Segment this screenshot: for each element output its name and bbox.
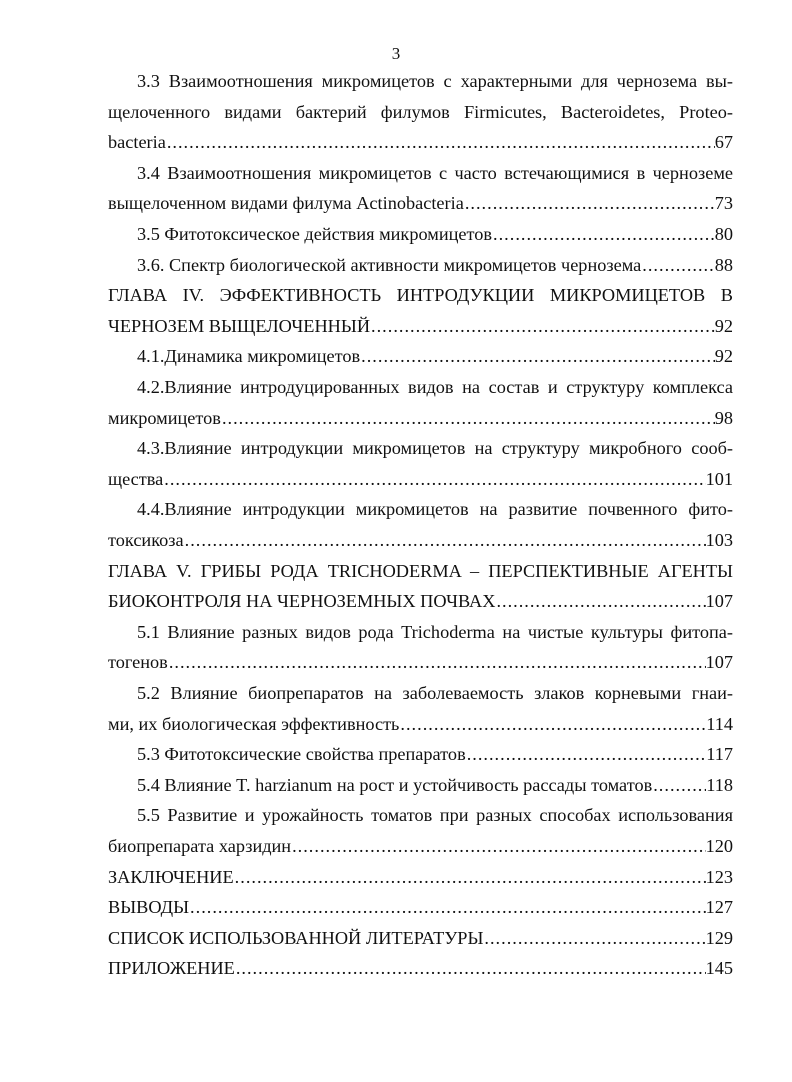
- dot-leader: [234, 865, 706, 889]
- toc-text-line: 4.4.Влияние интродукции микромицетов на развитие почвенного фито-: [137, 499, 733, 520]
- toc-entry: [108, 926, 733, 950]
- dot-leader: [168, 650, 706, 674]
- toc-entry: [137, 222, 733, 246]
- toc-text-line: 4.2.Влияние интродуцированных видов на состав и структуру комплекса: [137, 377, 733, 397]
- toc-entry-title: тогенов: [108, 652, 168, 673]
- toc-entry-title: микромицетов: [108, 407, 221, 428]
- toc-entry-title: ми, их биологическая эффективность: [108, 713, 400, 734]
- toc-entry-title: ЗАКЛЮЧЕНИЕ: [108, 866, 234, 887]
- toc-page-number: 120: [705, 836, 733, 856]
- toc-entry-title: 3.5 Фитотоксическое действия микромицетов: [137, 224, 493, 244]
- dot-leader: [483, 926, 705, 950]
- dot-leader: [166, 130, 715, 154]
- toc-entry-title: 5.3 Фитотоксические свойства препаратов: [137, 744, 466, 765]
- toc-entry-title: 5.4 Влияние T. harzianum на рост и устойчивость рассады томатов: [137, 774, 653, 795]
- toc-page-number: 67: [714, 132, 733, 153]
- toc-page-number: 73: [714, 193, 733, 214]
- toc-entry: [137, 742, 733, 766]
- toc-entry-title: БИОКОНТРОЛЯ НА ЧЕРНОЗЕМНЫХ ПОЧВАХ: [108, 591, 496, 612]
- toc-page-number: 101: [705, 468, 733, 489]
- toc-entry: [108, 834, 733, 858]
- toc-text-line: 3.4 Взаимоотношения микромицетов с часто встечающимися в черноземе: [137, 162, 733, 183]
- toc-entry: [108, 191, 733, 215]
- toc-text-line: 3.3 Взаимоотношения микромицетов с характерными для чернозема вы-: [137, 71, 733, 91]
- toc-entry-title: выщелоченном видами филума Actinobacteria: [108, 193, 464, 214]
- dot-leader: [235, 956, 706, 980]
- toc-page-number: 80: [714, 224, 733, 244]
- dot-leader: [184, 528, 706, 552]
- toc-text-line: 4.3.Влияние интродукции микромицетов на структуру микробного сооб-: [137, 438, 733, 459]
- toc-page-number: 123: [705, 866, 733, 887]
- toc-page-number: 98: [714, 407, 733, 428]
- toc-page-number: 117: [706, 744, 733, 765]
- toc-page-number: 129: [705, 927, 733, 948]
- dot-leader: [189, 895, 706, 919]
- toc-entry: [137, 344, 733, 368]
- toc-page-number: 103: [705, 530, 733, 550]
- toc-entry-title: bacteria: [108, 132, 166, 153]
- dot-leader: [163, 467, 705, 491]
- dot-leader: [291, 834, 705, 858]
- toc-entry-title: 4.1.Динамика микромицетов: [137, 346, 361, 367]
- dot-leader: [492, 222, 715, 246]
- toc-entry: [108, 528, 733, 552]
- toc-entry: [108, 956, 733, 980]
- chapter-heading-line: ГЛАВА IV. ЭФФЕКТИВНОСТЬ ИНТРОДУКЦИИ МИКРОМИЦЕТОВ В: [108, 285, 733, 306]
- dot-leader: [360, 344, 715, 368]
- toc-text-line: 5.5 Развитие и урожайность томатов при разных способах использования: [137, 805, 733, 826]
- toc-entry: [137, 253, 733, 277]
- toc-entry-title: 3.6. Спектр биологической активности микромицетов чернозема: [137, 254, 642, 275]
- toc-page-number: 107: [705, 652, 733, 673]
- toc-entry: [108, 712, 733, 736]
- toc-entry: [137, 773, 733, 797]
- toc-page-number: 145: [705, 958, 733, 979]
- toc-entry: [108, 865, 733, 889]
- toc-page-number: 107: [705, 591, 733, 612]
- toc-entry-title: ВЫВОДЫ: [108, 897, 190, 918]
- toc-text-line: 5.1 Влияние разных видов рода Trichoderma на чистые культуры фитопа-: [137, 621, 733, 642]
- toc-entry: [108, 130, 733, 154]
- toc-page-number: 114: [706, 713, 733, 734]
- dot-leader: [495, 589, 705, 613]
- dot-leader: [641, 253, 714, 277]
- toc-entry: [108, 650, 733, 674]
- page-number: 3: [391, 44, 401, 63]
- toc-entry-title: ЧЕРНОЗЕМ ВЫЩЕЛОЧЕННЫЙ: [108, 315, 371, 336]
- toc-entry: [108, 589, 733, 613]
- toc-page-number: 88: [714, 254, 733, 275]
- toc-entry: [108, 406, 733, 430]
- dot-leader: [221, 406, 715, 430]
- dot-leader: [652, 773, 706, 797]
- toc-entry-title: щества: [108, 468, 164, 489]
- toc-entry-title: биопрепарата харзидин: [108, 836, 292, 856]
- dot-leader: [399, 712, 706, 736]
- toc-entry-title: токсикоза: [108, 530, 184, 550]
- dot-leader: [466, 742, 707, 766]
- toc-entry-title: ПРИЛОЖЕНИЕ: [108, 958, 235, 979]
- toc-entry: [108, 467, 733, 491]
- toc-text-line: 5.2 Влияние биопрепаратов на заболеваемость злаков корневыми гнаи-: [137, 683, 733, 703]
- toc-page-number: 127: [705, 897, 733, 918]
- chapter-heading-line: ГЛАВА V. ГРИБЫ РОДА TRICHODERMA – ПЕРСПЕКТИВНЫЕ АГЕНТЫ: [108, 560, 733, 581]
- toc-page-number: 92: [714, 315, 733, 336]
- toc-text-line: щелоченного видами бактерий филумов Firmicutes, Bacteroidetes, Proteo-: [108, 101, 733, 122]
- toc-entry-title: СПИСОК ИСПОЛЬЗОВАННОЙ ЛИТЕРАТУРЫ: [108, 927, 484, 948]
- toc-entry: [108, 314, 733, 338]
- toc-page-number: 92: [714, 346, 733, 367]
- toc-entry: [108, 895, 733, 919]
- dot-leader: [370, 314, 715, 338]
- dot-leader: [464, 191, 715, 215]
- toc-page-number: 118: [706, 774, 733, 795]
